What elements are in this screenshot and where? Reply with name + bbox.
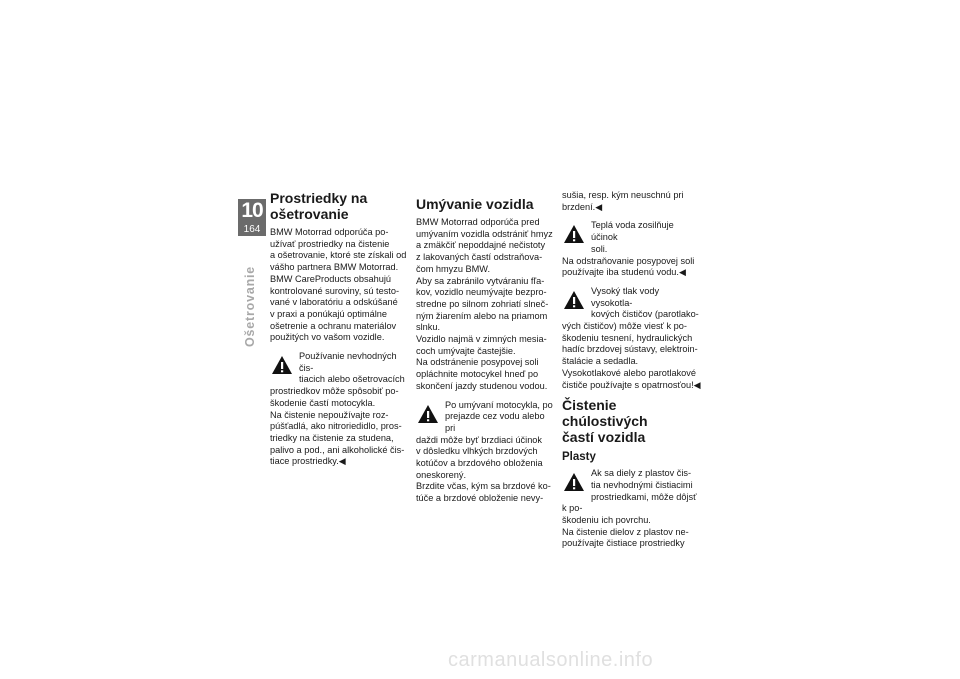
text-line: čističe používajte s opatrnosťou!◀ — [562, 379, 701, 390]
text-line: palivo a pod., ani alkoholické čis- — [270, 444, 405, 455]
section-heading-prostriedky — [270, 190, 410, 222]
watermark: carmanualsonline.info — [448, 649, 654, 671]
text-line: tia nevhodnými čistiacimi — [591, 479, 693, 490]
text-line: v dôsledku vlhkých brzdových — [416, 446, 538, 457]
text-line: púšťadlá, ako nitroriedidlo, pros- — [270, 421, 402, 432]
column-1 — [270, 190, 410, 468]
text-line: sušia, resp. kým neuschnú pri — [562, 190, 684, 200]
text-line: stredne po silnom zohriatí slneč- — [416, 298, 549, 309]
text-line: daždi môže byť brzdiaci účinok — [416, 434, 543, 445]
text-line: BMW Motorrad odporúča po- — [270, 227, 389, 237]
text-line: kotúčov a brzdového obloženia — [416, 458, 543, 469]
text-line: BMW Motorrad odporúča pred — [416, 217, 540, 227]
text-line: prostriedkami, môže dôjsť k po- — [562, 491, 697, 514]
text-line: Na odstraňovanie posypovej soli — [562, 255, 695, 266]
text-line: coch umývajte častejšie. — [416, 345, 516, 356]
text-line: kových čističov (parotlako- — [591, 309, 699, 320]
warning-block — [562, 467, 702, 550]
warning-icon — [417, 404, 439, 424]
intro-paragraph — [270, 227, 410, 344]
text-line: škodenie častí motocykla. — [270, 397, 376, 408]
text-line: prejazde cez vodu alebo pri — [445, 411, 545, 433]
text-line: a ošetrovanie, ktoré ste získali od — [270, 250, 407, 261]
text-line: a zmäkčiť nepoddajné nečistoty — [416, 240, 546, 251]
text-line: Teplá voda zosilňuje účinok — [591, 220, 674, 243]
heading-line: častí vozidla — [562, 429, 646, 446]
text-line: Na čistenie dielov z plastov ne- — [562, 526, 689, 537]
heading-line: ošetrovanie — [270, 206, 349, 222]
text-line: ošetrenie a ochranu materiálov — [270, 320, 397, 331]
text-line: brzdení.◀ — [562, 201, 603, 212]
text-line: používajte iba studenú vodu.◀ — [562, 267, 687, 278]
continued-text — [562, 190, 702, 213]
text-line: skončení jazdy studenou vodou. — [416, 380, 548, 391]
text-line: Ak sa diely z plastov čis- — [591, 468, 692, 479]
text-line: použitých vo vašom vozidle. — [270, 332, 385, 343]
subheading-plasty: Plasty — [562, 451, 596, 464]
text-line: vané v laboratóriu a odskúšané — [270, 297, 398, 308]
text-line: prostriedkov môže spôsobiť po- — [270, 386, 399, 397]
text-line: slnku. — [416, 322, 441, 333]
text-line: používajte čistiace prostriedky — [562, 538, 685, 549]
text-line: soli. — [591, 243, 608, 254]
text-line: vášho partnera BMW Motorrad. — [270, 262, 399, 273]
text-line: opláchnite motocykel hneď po — [416, 369, 539, 380]
text-line: Vysoký tlak vody vysokotla- — [591, 285, 660, 308]
column-3 — [562, 190, 702, 550]
text-line: užívať prostriedky na čistenie — [270, 238, 390, 249]
warning-icon — [563, 290, 585, 310]
section-heading-umyvanie: Umývanie vozidla — [416, 196, 534, 212]
text-line: Používanie nevhodných čis- — [299, 351, 397, 373]
text-line: ným žiarením alebo na priamom — [416, 310, 548, 321]
text-line: túče a brzdové obloženie nevy- — [416, 493, 544, 504]
text-line: kov, vozidlo neumývajte bezpro- — [416, 287, 547, 298]
text-line: škodeniu ich povrchu. — [562, 515, 651, 526]
warning-icon — [271, 355, 293, 375]
text-line: Na odstránenie posypovej soli — [416, 357, 539, 368]
text-line: Brzdite včas, kým sa brzdové ko- — [416, 481, 551, 492]
warning-block — [416, 399, 556, 505]
text-line: tiace prostriedky.◀ — [270, 456, 346, 467]
text-line: Po umývaní motocykla, po — [445, 399, 553, 410]
warning-icon — [563, 472, 585, 492]
text-line: v praxi a ponúkajú optimálne — [270, 308, 387, 319]
warning-block — [562, 219, 702, 279]
warning-icon — [563, 224, 585, 244]
warning-block — [562, 285, 702, 391]
text-line: štalácie a sedadla. — [562, 356, 639, 367]
text-line: hadíc brzdovej sústavy, elektroin- — [562, 344, 698, 355]
chapter-number: 10 — [241, 199, 263, 222]
page-number: 164 — [243, 224, 261, 235]
warning-block — [270, 350, 410, 468]
section-heading-cistenie — [562, 397, 702, 445]
text-line: čom hmyzu BMW. — [416, 263, 491, 274]
intro-paragraph — [416, 217, 556, 393]
heading-line: Čistenie chúlostivých — [562, 397, 648, 430]
text-line: triedky na čistenie za studena, — [270, 432, 394, 443]
text-line: oneskorený. — [416, 469, 467, 480]
text-line: z lakovaných častí odstraňova- — [416, 252, 543, 263]
chapter-side-title: Ošetrovanie — [243, 265, 257, 347]
text-line: Vysokotlakové alebo parotlakové — [562, 367, 696, 378]
column-2 — [416, 196, 556, 505]
text-line: škodeniu tesnení, hydraulických — [562, 332, 693, 343]
text-line: kontrolované suroviny, sú testo- — [270, 285, 400, 296]
heading-line: Prostriedky na — [270, 190, 368, 206]
text-line: Vozidlo najmä v zimných mesia- — [416, 334, 547, 345]
text-line: umývaním vozidla odstrániť hmyz — [416, 228, 553, 239]
text-line: Na čistenie nepoužívajte roz- — [270, 409, 389, 420]
text-line: BMW CareProducts obsahujú — [270, 273, 392, 284]
text-line: Aby sa zabránilo vytváraniu fľa- — [416, 275, 545, 286]
text-line: tiacich alebo ošetrovacích — [299, 374, 405, 385]
text-line: vých čističov) môže viesť k po- — [562, 321, 687, 332]
